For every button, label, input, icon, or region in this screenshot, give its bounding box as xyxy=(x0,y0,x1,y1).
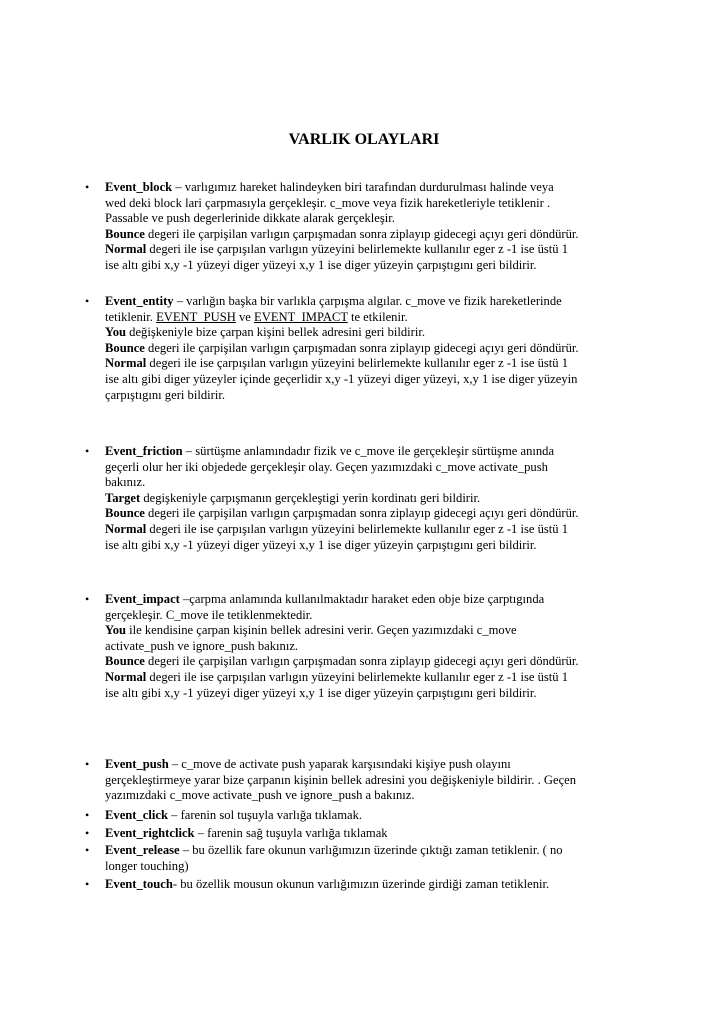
list-item: • Event_touch- bu özellik mousun okunun varlığımızın üzerinde girdiği zaman tetiklenir. xyxy=(85,877,550,891)
bullet-icon: • xyxy=(85,180,90,194)
event-name: Event_release xyxy=(105,843,180,857)
event-name: Event_entity xyxy=(105,294,174,308)
list-item: • Event_friction – sürtüşme anlamındadır fizik ve c_move ile gerçekleşir sürtüşme anında geçerli olur her iki objedede gerçekleşir olay. Geçen yazımızdaki c_move activate_push bakınız. Target degişkeniyle çarpışmanın gerçekleştigi yerin kordinatı geri bildirir. Bounce degeri ile çarpişilan varlıgın çarpışmadan sonra ziplayıp gidecegi açıyı geri döndürür. Normal degeri ile ise çarpışılan varlıgın yüzeyini belirlemekte kullanılır eger z -1 ise üstü 1 ise altı gibi x,y -1 yüzeyi diger yüzeyi x,y 1 ise diger yüzeyin çarpıştıgını geri bildirir. xyxy=(85,444,579,552)
event-name: Event_rightclick xyxy=(105,826,195,840)
bullet-icon: • xyxy=(85,444,90,458)
bullet-icon: • xyxy=(85,877,90,891)
event-name: Event_click xyxy=(105,808,168,822)
event-name: Event_friction xyxy=(105,444,183,458)
event-name: Event_impact xyxy=(105,592,180,606)
bullet-icon: • xyxy=(85,808,90,822)
event-push-link: EVENT_PUSH xyxy=(156,309,236,324)
list-item: • Event_impact –çarpma anlamında kullanılmaktadır haraket eden obje bize çarptıgında gerçekleşir. C_move ile tetiklenmektedir. You ile kendisine çarpan kişinin bellek adresini verir. Geçen yazımızdaki c_move activate_push ve ignore_push bakınız. Bounce degeri ile çarpişilan varlıgın çarpışmadan sonra ziplayıp gidecegi açıyı geri döndürür. Normal degeri ile ise çarpışılan varlıgın yüzeyini belirlemekte kullanılır eger z -1 ise üstü 1 ise altı gibi x,y -1 yüzeyi diger yüzeyi x,y 1 ise diger yüzeyin çarpıştıgını geri bildirir. xyxy=(85,592,579,700)
bullet-icon: • xyxy=(85,843,90,857)
bullet-icon: • xyxy=(85,592,90,606)
list-item: • Event_rightclick – farenin sağ tuşuyla varlığa tıklamak xyxy=(85,826,388,840)
bullet-icon: • xyxy=(85,826,90,840)
list-item: • Event_block – varlıgımız hareket halindeyken biri tarafından durdurulması halinde veya wed deki block lari çarpmasıyla gerçekleşir. c_move veya fizik hareketleriyle tetiklenir . Passable ve push degerlerinide dikkate alarak gerçekleşir. Bounce degeri ile çarpişilan varlıgın çarpışmadan sonra ziplayıp gidecegi açıyı geri döndürür. Normal degeri ile ise çarpışılan varlıgın yüzeyini belirlemekte kullanılır eger z -1 ise üstü 1 ise altı gibi x,y -1 yüzeyi diger yüzeyi x,y 1 ise diger yüzeyin çarpıştıgını geri bildirir. xyxy=(85,180,579,272)
event-name: Event_touch xyxy=(105,877,173,891)
list-item: • Event_release – bu özellik fare okunun varlığımızın üzerinde çıktığı zaman tetiklenir. ( no longer touching) xyxy=(85,843,563,873)
event-name: Event_block xyxy=(105,180,173,194)
list-item: • Event_push – c_move de activate push yaparak karşısındaki kişiye push olayını gerçekleştirmeye yarar bize çarpanın kişinin bellek adresini you değişkeniyle bildirir. . Geçen yazımızdaki c_move activate_push ve ignore_push a bakınız. xyxy=(85,757,577,803)
list-item: • Event_entity – varlığın başka bir varlıkla çarpışma algılar. c_move ve fizik hareketlerinde tetiklenir. EVENT_PUSH ve EVENT_IMPACT te etkilenir. You değişkeniyle bize çarpan kişini bellek adresini geri bildirir. Bounce degeri ile çarpişilan varlıgın çarpışmadan sonra ziplayıp gidecegi açıyı geri döndürür. Normal degeri ile ise çarpışılan varlıgın yüzeyini belirlemekte kullanılır eger z -1 ise üstü 1 ise altı gibi diger yüzeyler içinde geçerlidir x,y -1 yüzeyi diger yüzeyi, x,y 1 ise diger yüzeyin çarpıştıgını geri bildirir. xyxy=(85,294,579,402)
bullet-icon: • xyxy=(85,757,90,771)
event-impact-link: EVENT_IMPACT xyxy=(254,309,348,324)
event-name: Event_push xyxy=(105,757,169,771)
list-item: • Event_click – farenin sol tuşuyla varlığa tıklamak. xyxy=(85,808,363,822)
bullet-icon: • xyxy=(85,294,90,308)
page-title: VARLIK OLAYLARI xyxy=(288,131,440,148)
